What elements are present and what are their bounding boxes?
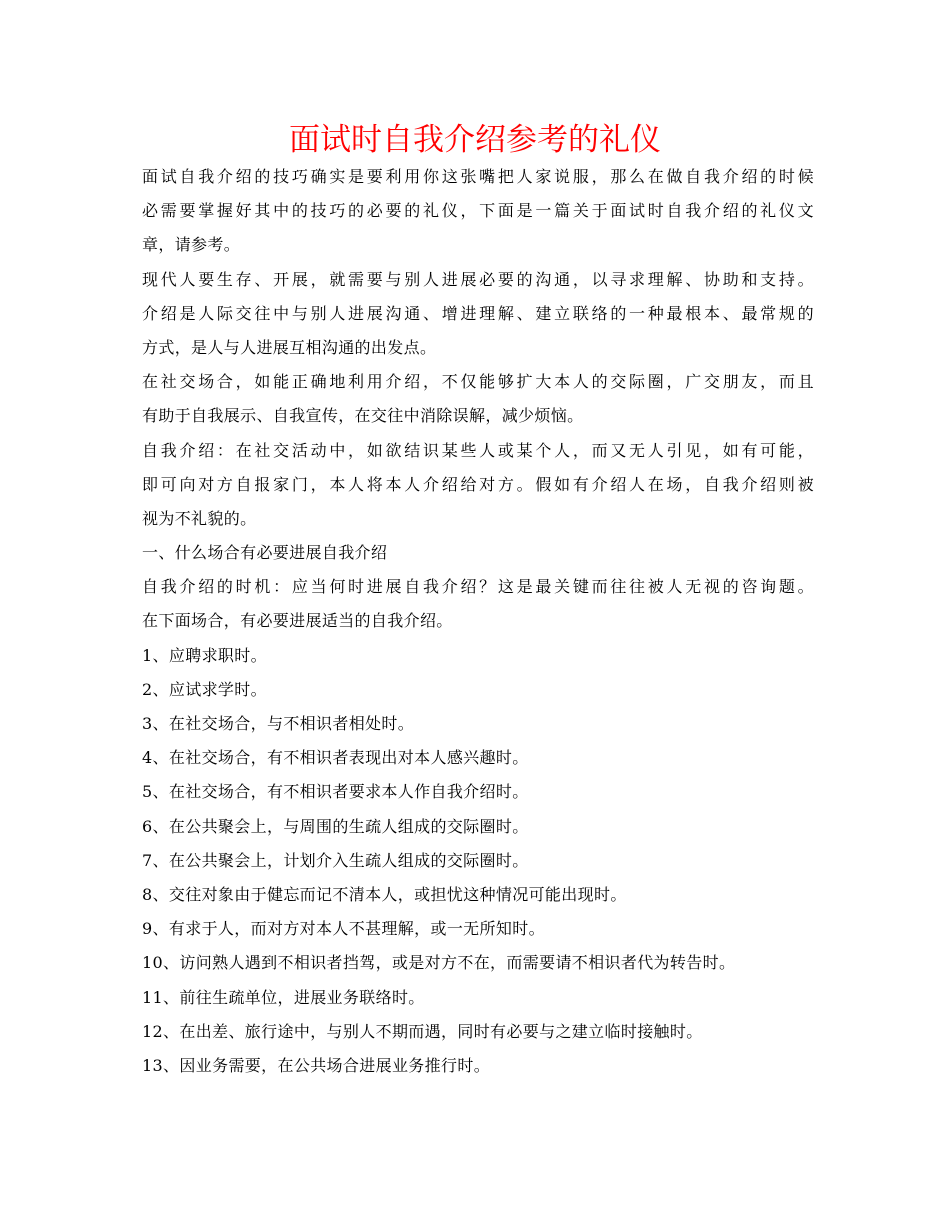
text-line: 12、在出差、旅行途中，与别人不期而遇，同时有必要与之建立临时接触时。 <box>142 1021 703 1041</box>
text-line: 必需要掌握好其中的技巧的必要的礼仪，下面是一篇关于面试时自我介绍的礼仪文 <box>142 201 814 221</box>
text-line: 自我介绍的时机：应当何时进展自我介绍？这是最关键而往往被人无视的咨询题。 <box>142 577 814 597</box>
text-line: 一、什么场合有必要进展自我介绍 <box>142 543 388 563</box>
text-line: 7、在公共聚会上，计划介入生疏人组成的交际圈时。 <box>142 850 529 870</box>
text-line: 2、应试求学时。 <box>142 679 267 699</box>
text-line: 3、在社交场合，与不相识者相处时。 <box>142 714 415 733</box>
text-line: 在下面场合，有必要进展适当的自我介绍。 <box>142 611 453 631</box>
text-line: 13、因业务需要，在公共场合进展业务推行时。 <box>142 1055 491 1075</box>
text-line: 现代人要生存、开展，就需要与别人进展必要的沟通，以寻求理解、协助和支持。 <box>142 269 814 289</box>
text-line: 5、在社交场合，有不相识者要求本人作自我介绍时。 <box>142 782 529 802</box>
text-line: 1、应聘求职时。 <box>142 645 267 665</box>
text-line: 介绍是人际交往中与别人进展沟通、增进理解、建立联络的一种最根本、最常规的 <box>142 303 814 323</box>
text-line: 6、在公共聚会上，与周围的生疏人组成的交际圈时。 <box>142 816 529 836</box>
page-title: 面试时自我介绍参考的礼仪 <box>289 122 661 158</box>
text-line: 自我介绍：在社交活动中，如欲结识某些人或某个人，而又无人引见，如有可能， <box>142 440 814 460</box>
text-line: 10、访问熟人遇到不相识者挡驾，或是对方不在，而需要请不相识者代为转告时。 <box>142 953 736 973</box>
text-line: 有助于自我展示、自我宣传，在交往中消除误解，减少烦恼。 <box>142 406 584 426</box>
text-line: 4、在社交场合，有不相识者表现出对本人感兴趣时。 <box>142 748 529 768</box>
text-line: 章，请参考。 <box>142 235 241 255</box>
document-body <box>142 160 814 1083</box>
text-line: 8、交往对象由于健忘而记不清本人，或担忧这种情况可能出现时。 <box>142 884 627 904</box>
text-line: 视为不礼貌的。 <box>142 508 257 528</box>
text-line: 9、有求于人，而对方对本人不甚理解，或一无所知时。 <box>142 919 545 939</box>
text-line: 面试自我介绍的技巧确实是要利用你这张嘴把人家说服，那么在做自我介绍的时候 <box>142 167 814 186</box>
text-line: 11、前往生疏单位，进展业务联络时。 <box>142 987 425 1007</box>
text-line: 在社交场合，如能正确地利用介绍，不仅能够扩大本人的交际圈，广交朋友，而且 <box>142 372 814 392</box>
text-line: 即可向对方自报家门，本人将本人介绍给对方。假如有介绍人在场，自我介绍则被 <box>142 474 814 494</box>
text-line: 方式，是人与人进展互相沟通的出发点。 <box>142 337 437 357</box>
